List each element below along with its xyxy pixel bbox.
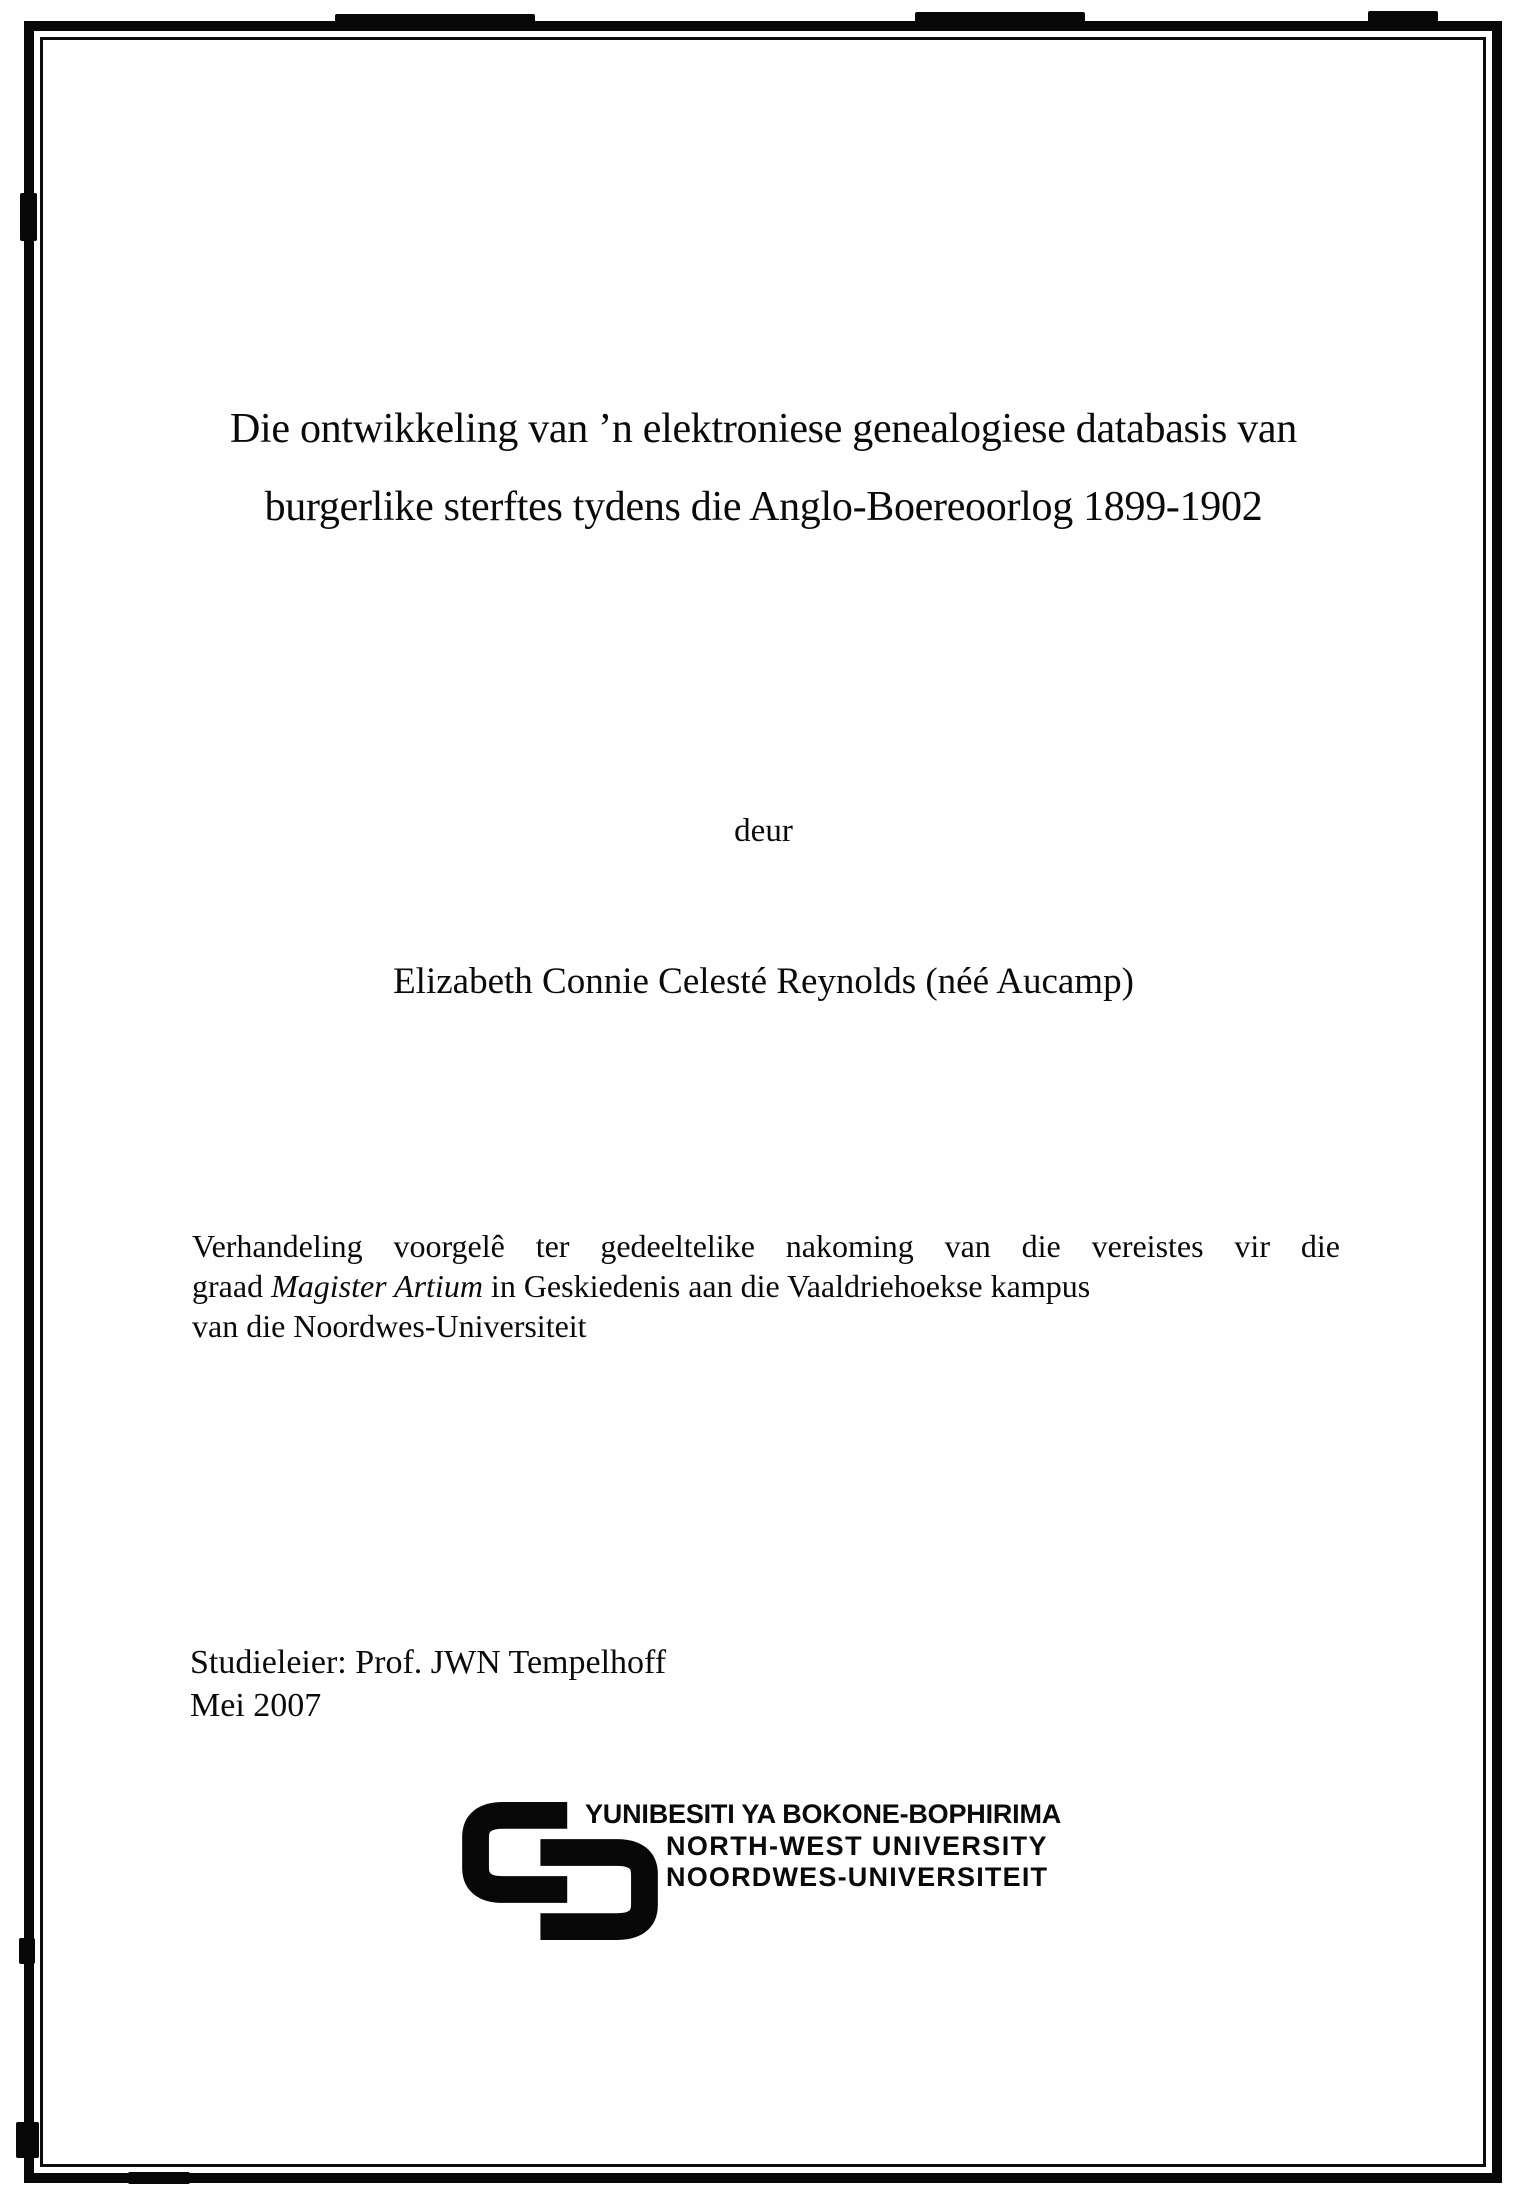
scan-artifact	[20, 193, 37, 241]
logo-text-setswana: YUNIBESITI YA BOKONE-BOPHIRIMA	[585, 1799, 1062, 1829]
degree-statement-line3: van die Noordwes-Universiteit	[192, 1308, 587, 1344]
scan-artifact	[1368, 11, 1438, 22]
degree-statement-line2-pre: graad	[192, 1268, 272, 1304]
scan-artifact	[335, 14, 535, 23]
logo-text-english: NORTH-WEST UNIVERSITY	[666, 1831, 1048, 1861]
university-logo	[462, 1798, 1102, 1943]
byline-label: deur	[734, 813, 793, 849]
degree-statement-line1: Verhandeling voorgelê ter gedeeltelike nakoming van die vereistes vir die	[192, 1228, 1340, 1264]
degree-statement-line2	[192, 1266, 1340, 1306]
degree-statement-line2-post: in Geskiedenis aan die Vaaldriehoekse kampus	[482, 1268, 1091, 1304]
degree-statement	[192, 1226, 1340, 1346]
date-line: Mei 2007	[190, 1687, 322, 1724]
thesis-title	[0, 408, 1527, 528]
logo-text-afrikaans: NOORDWES-UNIVERSITEIT	[666, 1862, 1049, 1892]
scan-artifact	[16, 2122, 39, 2158]
scan-artifact	[915, 12, 1085, 22]
thesis-title-line2: burgerlike sterftes tydens die Anglo-Boereoorlog 1899-1902	[264, 484, 1263, 530]
supervisor-line: Studieleier: Prof. JWN Tempelhoff	[190, 1644, 667, 1681]
thesis-title-line1: Die ontwikkeling van ’n elektroniese genealogiese databasis van	[230, 406, 1297, 452]
scan-artifact	[128, 2172, 190, 2184]
degree-name-italic: Magister Artium	[271, 1268, 483, 1304]
scan-artifact	[19, 1938, 35, 1964]
author-name: Elizabeth Connie Celesté Reynolds (néé Aucamp)	[393, 961, 1134, 1002]
